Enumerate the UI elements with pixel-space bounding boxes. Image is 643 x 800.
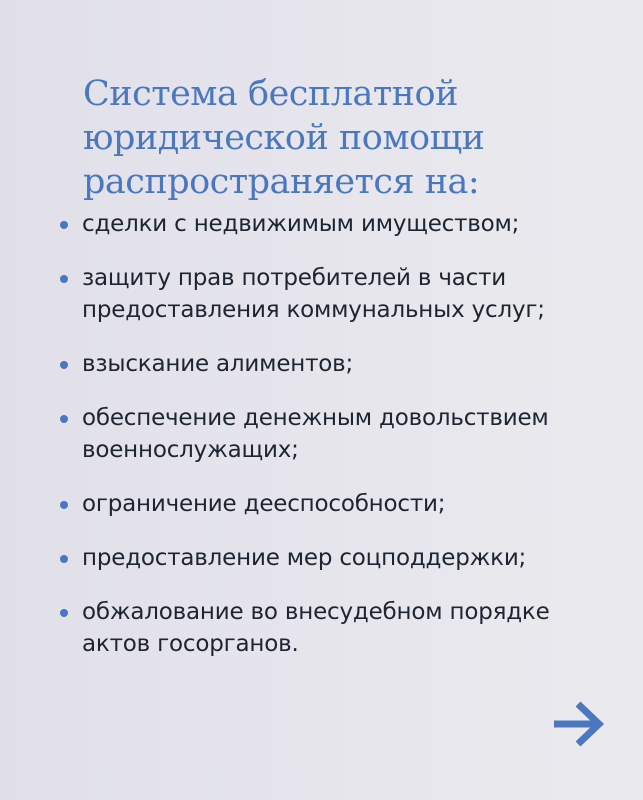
- bullet-icon: [60, 555, 68, 563]
- title-line: распространяется на:: [83, 162, 480, 202]
- list-item: [58, 208, 550, 240]
- page-title: [83, 72, 485, 204]
- list-item-text: обеспечение денежным довольствием: [82, 405, 549, 431]
- list-item-text: предоставление мер соцподдержки;: [82, 545, 527, 571]
- bullet-icon: [60, 415, 68, 423]
- list-item: [58, 348, 550, 380]
- list-item-text: сделки с недвижимым имуществом;: [82, 211, 520, 237]
- bullet-icon: [60, 609, 68, 617]
- arrow-right-icon: [548, 696, 608, 752]
- list-item-text: ограничение дееспособности;: [82, 491, 446, 517]
- list-item: [58, 542, 550, 574]
- list-item-text: актов госорганов.: [82, 631, 299, 657]
- list-item-text: военнослужащих;: [82, 437, 299, 463]
- bullet-icon: [60, 501, 68, 509]
- list-item-text: защиту прав потребителей в части: [82, 265, 507, 291]
- title-line: Система бесплатной: [83, 74, 458, 114]
- list-item-text: обжалование во внесудебном порядке: [82, 599, 550, 625]
- list-item: [58, 488, 550, 520]
- next-button[interactable]: [548, 696, 608, 752]
- bullet-icon: [60, 275, 68, 283]
- services-list: [58, 208, 550, 682]
- bullet-icon: [60, 221, 68, 229]
- list-item: [58, 596, 550, 660]
- list-item-text: предоставления коммунальных услуг;: [82, 297, 545, 323]
- title-line: юридической помощи: [83, 118, 485, 158]
- list-item-text: взыскание алиментов;: [82, 351, 354, 377]
- list-item: [58, 262, 550, 326]
- bullet-icon: [60, 361, 68, 369]
- list-item: [58, 402, 550, 466]
